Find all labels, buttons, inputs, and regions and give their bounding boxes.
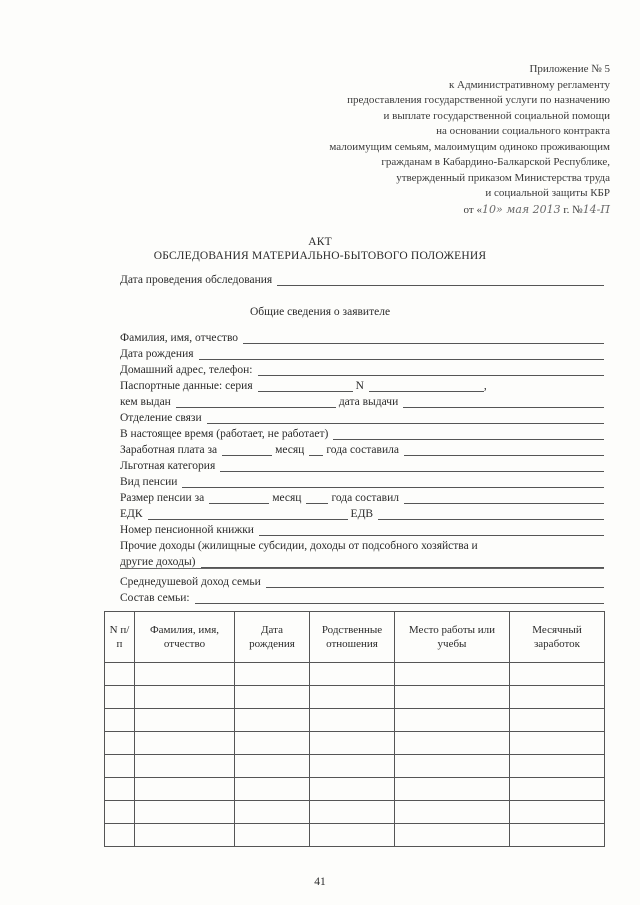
salary-total-blank[interactable] bbox=[404, 445, 604, 456]
appendix-header bbox=[250, 62, 610, 218]
table-row bbox=[105, 801, 605, 824]
table-cell[interactable] bbox=[395, 755, 510, 778]
table-cell[interactable] bbox=[395, 824, 510, 847]
order-date-handwritten: 10» мая 201 bbox=[481, 202, 554, 216]
table-cell[interactable] bbox=[105, 709, 135, 732]
table-cell[interactable] bbox=[510, 686, 605, 709]
other-income-blank[interactable] bbox=[201, 557, 604, 568]
family-label: Состав семьи: bbox=[120, 592, 190, 604]
table-cell[interactable] bbox=[310, 824, 395, 847]
benefit-category-row bbox=[120, 458, 604, 472]
table-cell[interactable] bbox=[235, 801, 310, 824]
survey-date-blank[interactable] bbox=[277, 275, 604, 286]
pension-label: Размер пенсии за bbox=[120, 492, 205, 504]
act-subtitle: ОБСЛЕДОВАНИЯ МАТЕРИАЛЬНО-БЫТОВОГО ПОЛОЖЕНИЯ bbox=[153, 250, 487, 262]
avg-income-blank[interactable] bbox=[266, 577, 604, 588]
status-label: В настоящее время (работает, не работает) bbox=[120, 428, 329, 440]
family-blank[interactable] bbox=[195, 593, 604, 604]
issue-date-label: дата выдачи bbox=[338, 396, 399, 408]
edk-edv-row bbox=[120, 506, 604, 520]
pension-month-label: месяц bbox=[272, 492, 302, 504]
table-cell[interactable] bbox=[105, 686, 135, 709]
pension-book-label: Номер пенсионной книжки bbox=[120, 524, 254, 536]
salary-total-label: года составила bbox=[326, 444, 399, 456]
edk-blank[interactable] bbox=[148, 509, 348, 520]
table-row bbox=[105, 824, 605, 847]
table-cell[interactable] bbox=[510, 801, 605, 824]
table-cell[interactable] bbox=[395, 663, 510, 686]
survey-date-label: Дата проведения обследования bbox=[120, 274, 273, 286]
table-cell[interactable] bbox=[105, 778, 135, 801]
post-office-blank[interactable] bbox=[207, 413, 604, 424]
issue-date-blank[interactable] bbox=[403, 397, 604, 408]
pension-book-blank[interactable] bbox=[259, 525, 604, 536]
act-title: АКТ bbox=[308, 236, 332, 248]
table-row bbox=[105, 709, 605, 732]
table-cell[interactable] bbox=[235, 663, 310, 686]
order-date-line bbox=[250, 202, 610, 219]
salary-row bbox=[120, 442, 604, 456]
table-cell[interactable] bbox=[510, 778, 605, 801]
table-cell[interactable] bbox=[235, 732, 310, 755]
table-cell[interactable] bbox=[105, 824, 135, 847]
table-cell[interactable] bbox=[310, 801, 395, 824]
issued-by-blank[interactable] bbox=[176, 397, 336, 408]
status-row bbox=[120, 426, 604, 440]
header-line: гражданам в Кабардино-Балкарской Республике, bbox=[381, 156, 610, 168]
table-cell[interactable] bbox=[135, 686, 235, 709]
address-row bbox=[120, 362, 604, 376]
birth-date-blank[interactable] bbox=[199, 349, 604, 360]
order-number-handwritten: 14-П bbox=[582, 202, 610, 216]
salary-year-blank[interactable] bbox=[309, 445, 323, 456]
column-header-fio: Фамилия, имя, отчество bbox=[135, 612, 235, 663]
table-cell[interactable] bbox=[135, 801, 235, 824]
birth-date-label: Дата рождения bbox=[120, 348, 194, 360]
salary-month-label: месяц bbox=[275, 444, 305, 456]
pension-year-blank[interactable] bbox=[306, 493, 328, 504]
edk-label: ЕДК bbox=[120, 508, 143, 520]
table-cell[interactable] bbox=[510, 824, 605, 847]
avg-income-label: Среднедушевой доход семьи bbox=[120, 576, 261, 588]
table-row bbox=[105, 778, 605, 801]
table-cell[interactable] bbox=[135, 663, 235, 686]
table-cell[interactable] bbox=[310, 686, 395, 709]
birth-date-row bbox=[120, 346, 604, 360]
table-cell[interactable] bbox=[235, 686, 310, 709]
order-suffix: г. № bbox=[560, 203, 583, 216]
table-cell[interactable] bbox=[395, 778, 510, 801]
other-income-label: Прочие доходы (жилищные субсидии, доходы от подсобного хозяйства и bbox=[120, 540, 478, 552]
fio-label: Фамилия, имя, отчество bbox=[120, 332, 239, 344]
table-cell[interactable] bbox=[310, 778, 395, 801]
column-header-workplace: Место работы или учебы bbox=[395, 612, 510, 663]
family-row bbox=[120, 590, 604, 604]
passport-number-label: N bbox=[355, 380, 364, 392]
avg-income-row bbox=[120, 574, 604, 588]
passport-row-end: , bbox=[483, 380, 487, 392]
table-cell[interactable] bbox=[135, 732, 235, 755]
table-cell[interactable] bbox=[135, 824, 235, 847]
header-line: малоимущим семьям, малоимущим одиноко проживающим bbox=[329, 140, 610, 153]
pension-row bbox=[120, 490, 604, 504]
section-title: Общие сведения о заявителе bbox=[249, 306, 391, 318]
header-line: и выплате государственной социальной помощи bbox=[383, 109, 610, 122]
survey-date-row bbox=[120, 272, 604, 286]
fio-row bbox=[120, 330, 604, 344]
page-number: 41 bbox=[314, 876, 326, 888]
table-cell[interactable] bbox=[395, 801, 510, 824]
address-label: Домашний адрес, телефон: bbox=[120, 364, 253, 376]
pension-type-row bbox=[120, 474, 604, 488]
issued-by-row bbox=[120, 394, 604, 408]
table-cell[interactable] bbox=[105, 755, 135, 778]
table-cell[interactable] bbox=[105, 801, 135, 824]
table-cell[interactable] bbox=[310, 709, 395, 732]
header-line: и социальной защиты КБР bbox=[485, 187, 610, 199]
table-cell[interactable] bbox=[135, 778, 235, 801]
table-row bbox=[105, 663, 605, 686]
table-cell[interactable] bbox=[310, 732, 395, 755]
table-cell[interactable] bbox=[235, 824, 310, 847]
table-cell[interactable] bbox=[310, 663, 395, 686]
pension-period-blank[interactable] bbox=[209, 493, 269, 504]
column-header-birth-date: Дата рождения bbox=[235, 612, 310, 663]
column-header-relation: Родственные отношения bbox=[310, 612, 395, 663]
edv-blank[interactable] bbox=[378, 509, 604, 520]
header-line: к Административному регламенту bbox=[448, 78, 610, 91]
header-line: на основании социального контракта bbox=[436, 125, 610, 137]
table-cell[interactable] bbox=[135, 755, 235, 778]
table-cell[interactable] bbox=[235, 709, 310, 732]
other-income-label-2: другие доходы) bbox=[120, 556, 196, 568]
table-cell[interactable] bbox=[105, 732, 135, 755]
passport-label: Паспортные данные: серия bbox=[120, 380, 253, 392]
table-row bbox=[105, 755, 605, 778]
table-header-row bbox=[105, 612, 605, 663]
table-cell[interactable] bbox=[510, 663, 605, 686]
fio-blank[interactable] bbox=[243, 333, 604, 344]
order-year-handwritten: 3 bbox=[553, 202, 561, 216]
passport-series-blank[interactable] bbox=[258, 381, 353, 392]
header-line: Приложение № 5 bbox=[529, 63, 610, 75]
benefit-category-blank[interactable] bbox=[220, 461, 604, 472]
column-header-monthly-income: Месячный заработок bbox=[510, 612, 605, 663]
family-table-body bbox=[105, 663, 605, 847]
pension-total-blank[interactable] bbox=[404, 493, 604, 504]
table-cell[interactable] bbox=[510, 732, 605, 755]
table-cell[interactable] bbox=[235, 778, 310, 801]
other-income-blank-2[interactable] bbox=[120, 568, 604, 569]
table-cell[interactable] bbox=[235, 755, 310, 778]
pension-type-blank[interactable] bbox=[182, 477, 604, 488]
column-header-number: N п/п bbox=[105, 612, 135, 663]
edv-label: ЕДВ bbox=[350, 508, 374, 520]
table-row bbox=[105, 686, 605, 709]
other-income-row bbox=[120, 538, 604, 552]
table-cell[interactable] bbox=[510, 709, 605, 732]
table-cell[interactable] bbox=[510, 755, 605, 778]
post-office-row bbox=[120, 410, 604, 424]
passport-row bbox=[120, 378, 604, 392]
passport-number-blank[interactable] bbox=[369, 381, 484, 392]
header-line: предоставления государственной услуги по назначению bbox=[347, 94, 610, 106]
other-income-row-2 bbox=[120, 554, 604, 568]
post-office-label: Отделение связи bbox=[120, 412, 202, 424]
table-cell[interactable] bbox=[395, 709, 510, 732]
salary-label: Заработная плата за bbox=[120, 444, 218, 456]
table-cell[interactable] bbox=[310, 755, 395, 778]
family-composition-table bbox=[104, 611, 605, 847]
table-cell[interactable] bbox=[105, 663, 135, 686]
status-blank[interactable] bbox=[333, 429, 604, 440]
table-cell[interactable] bbox=[395, 686, 510, 709]
table-cell[interactable] bbox=[395, 732, 510, 755]
pension-type-label: Вид пенсии bbox=[120, 476, 178, 488]
salary-period-blank[interactable] bbox=[222, 445, 272, 456]
header-line: утвержденный приказом Министерства труда bbox=[396, 171, 610, 184]
pension-total-label: года составил bbox=[331, 492, 399, 504]
table-cell[interactable] bbox=[135, 709, 235, 732]
issued-by-label: кем выдан bbox=[120, 396, 171, 408]
order-prefix: от « bbox=[463, 203, 482, 216]
address-blank[interactable] bbox=[258, 365, 605, 376]
benefit-category-label: Льготная категория bbox=[120, 460, 216, 472]
pension-book-row bbox=[120, 522, 604, 536]
table-row bbox=[105, 732, 605, 755]
